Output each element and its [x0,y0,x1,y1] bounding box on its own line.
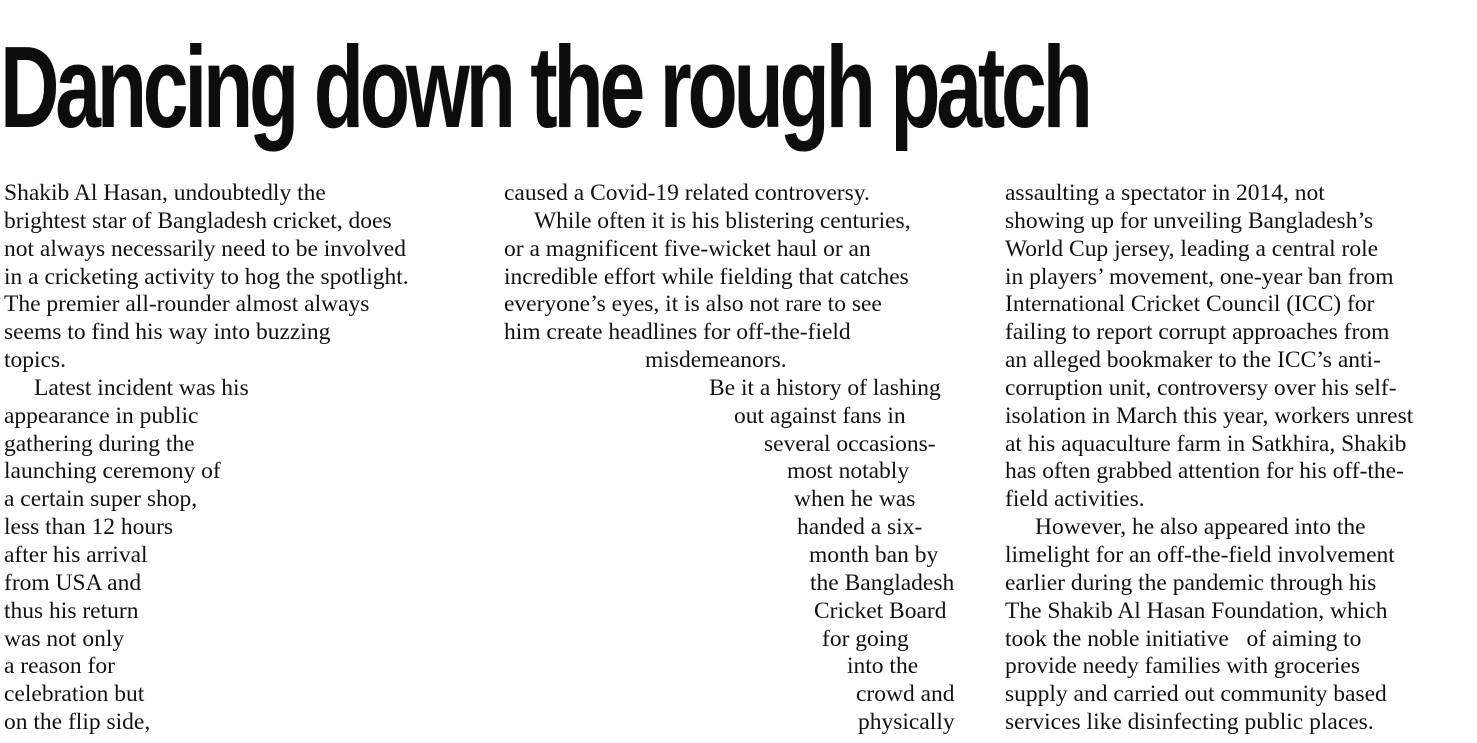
column-3-line: provide needy families with groceries [1005,653,1360,680]
column-2-line: when he was [794,486,916,513]
column-3-line: supply and carried out community based [1005,681,1387,708]
column-2-line: the Bangladesh [810,569,955,596]
column-3-line: failing to report corrupt approaches from [1005,319,1390,346]
column-3-line: field activities. [1005,486,1145,513]
article-column-3 [1005,180,1477,737]
column-3-line: International Cricket Council (ICC) for [1005,291,1375,318]
column-3-line: has often grabbed attention for his off-the- [1005,458,1404,485]
column-2-line: everyone’s eyes, it is also not rare to see [504,291,882,318]
column-3-line: The Shakib Al Hasan Foundation, which [1005,597,1388,624]
column-1-line: seems to find his way into buzzing [4,319,331,346]
column-3-line: an alleged bookmaker to the ICC’s anti- [1005,347,1381,374]
column-1-line: not always necessarily need to be involved [4,235,406,262]
column-1-line: The premier all-rounder almost always [4,291,370,318]
column-3-line: assaulting a spectator in 2014, not [1005,180,1325,206]
column-2-line: Be it a history of lashing [709,374,941,401]
column-1-line: after his arrival [4,541,148,568]
column-1-line: in a cricketing activity to hog the spotlight. [4,263,409,290]
column-2-line: several occasions- [764,430,936,457]
column-1-line: thus his return [4,597,139,624]
column-3-line: at his aquaculture farm in Satkhira, Shakib [1005,430,1407,457]
column-1-line: appearance in public [4,402,199,429]
column-2-line: crowd and [856,681,955,708]
column-2-line: caused a Covid-19 related controversy. [504,180,870,206]
column-1-line: a reason for [4,653,115,680]
column-3-line: showing up for unveiling Bangladesh’s [1005,207,1374,234]
column-3-line: corruption unit, controversy over his self- [1005,374,1397,401]
column-2-line: into the [847,653,919,680]
column-3-line: isolation in March this year, workers unrest [1005,402,1414,429]
headline: Dancing down the rough patch [0,22,1089,152]
column-1-line: Latest incident was his [34,374,249,401]
column-1-line: celebration but [4,681,145,708]
column-3-line: in players’ movement, one-year ban from [1005,263,1394,290]
column-1-line: from USA and [4,569,142,596]
column-2-line: misdemeanors. [645,347,787,374]
column-3-line: services like disinfecting public places. [1005,709,1374,736]
column-2-line: most notably [787,458,910,485]
column-1-line: brightest star of Bangladesh cricket, does [4,207,392,234]
column-1-line: launching ceremony of [4,458,221,485]
article-column-2 [504,180,984,737]
article-column-1 [4,180,494,737]
column-2-line: incredible effort while fielding that catches [504,263,909,290]
column-2-line: physically [858,709,955,736]
column-3-line: However, he also appeared into the [1035,514,1366,541]
column-2-line: out against fans in [734,402,906,429]
column-2-line: month ban by [809,541,939,568]
column-2-line: While often it is his blistering centuries, [534,207,911,234]
column-1-line: was not only [4,625,125,652]
column-3-line: limelight for an off-the-field involvement [1005,541,1395,568]
column-2-line: or a magnificent five-wicket haul or an [504,235,871,262]
column-2-line: him create headlines for off-the-field [504,319,851,346]
column-1-line: less than 12 hours [4,514,174,541]
column-1-line: a certain super shop, [4,486,198,513]
column-1-line: Shakib Al Hasan, undoubtedly the [4,180,326,206]
column-2-line: handed a six- [797,514,923,541]
column-3-line: World Cup jersey, leading a central role [1005,235,1379,262]
column-3-line: earlier during the pandemic through his [1005,569,1377,596]
column-2-line: for going [822,625,909,652]
column-1-line: topics. [4,347,67,374]
column-2-line: Cricket Board [814,597,947,624]
column-1-line: gathering during the [4,430,195,457]
column-3-line: took the noble initiative of aiming to [1005,625,1362,652]
column-1-line: on the flip side, [4,709,151,736]
